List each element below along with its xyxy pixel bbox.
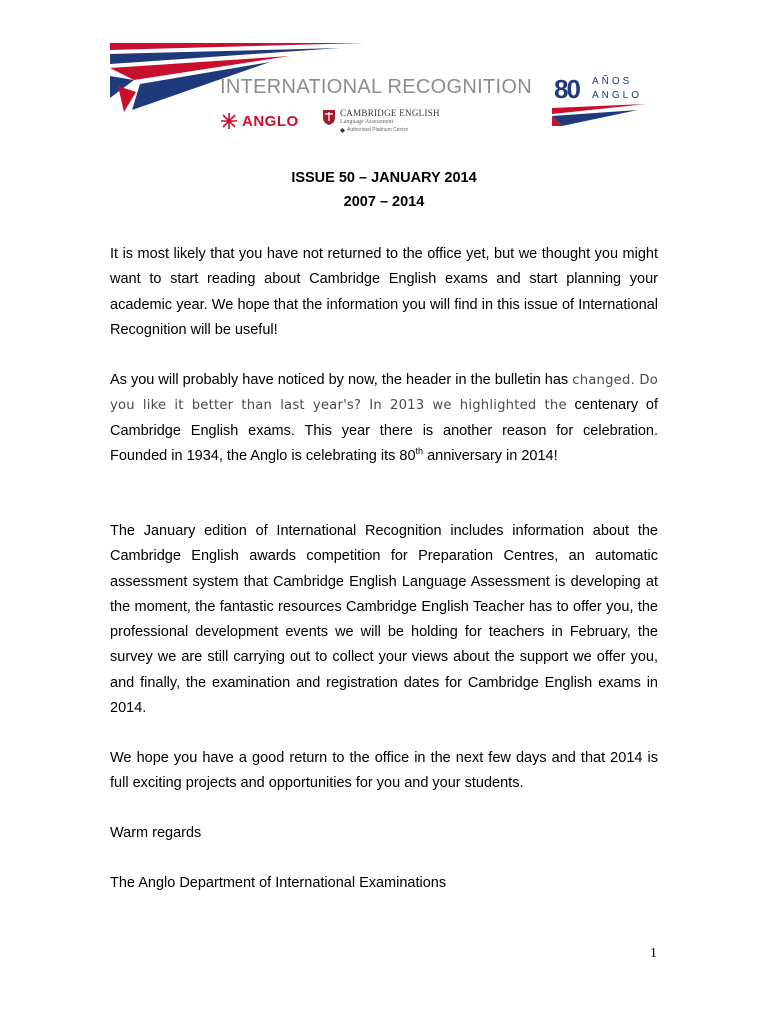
paragraph-header-change-line2: changed. Do you like it better than last year's? In 2013 we highlighted the xyxy=(110,373,658,414)
page-number: 1 xyxy=(650,946,657,961)
paragraph-header-change-end: anniversary in 2014! xyxy=(423,447,558,464)
diamond-icon xyxy=(340,128,345,133)
paragraph-january-edition: The January edition of International Recognition includes information about the Cambridge English awards competition for Preparation Centres, an automatic assessment system that Cambridge English Language Assessment is developing at the moment, the fantastic resources Cambridge English Teacher has to offer you, the professional development events we will be holding for teachers in February, the survey we are still carrying out to collect your views about the support we offer you, and finally, the examination and registration dates for Cambridge English exams in 2014. xyxy=(110,523,658,717)
cambridge-authorised-line xyxy=(340,128,440,133)
badge-word-anos: AÑOS xyxy=(592,76,633,87)
badge-word-anglo: ANGLO xyxy=(592,90,643,101)
bulletin-title: INTERNATIONAL RECOGNITION xyxy=(220,76,532,98)
anglo-emblem-icon xyxy=(220,112,238,130)
cambridge-authorised-text: Authorised Platinum Centre xyxy=(347,127,409,133)
anglo-logo-text: ANGLO xyxy=(242,112,299,130)
cambridge-logo-name: CAMBRIDGE ENGLISH xyxy=(340,108,440,118)
cambridge-english-logo xyxy=(322,109,440,133)
anglo-logo xyxy=(220,112,299,130)
closing-regards: Warm regards xyxy=(110,825,202,841)
paragraph-intro: It is most likely that you have not returned to the office yet, but we thought you might want to start reading about Cambridge English exams and start planning your academic year. We hope that the information you will find in this issue of International Recognition will be useful! xyxy=(110,246,658,338)
cambridge-logo-subtitle: Language Assessment xyxy=(340,119,394,125)
issue-heading: ISSUE 50 – JANUARY 2014 xyxy=(291,170,477,186)
anniversary-badge xyxy=(550,68,650,128)
badge-number: 80 xyxy=(554,74,579,104)
paragraph-header-change xyxy=(110,368,658,469)
paragraph-header-change-line3: centenary of Cambridge English exams. This year there is another reason for celebration. Founded in 1934, the Anglo is celebrating its 80 xyxy=(110,397,658,464)
paragraph-header-change-line1: As you will probably have noticed by now, the header in the bulletin has xyxy=(110,372,569,388)
years-heading: 2007 – 2014 xyxy=(343,194,425,210)
page-header xyxy=(0,0,768,140)
ordinal-superscript: th xyxy=(415,446,424,457)
cambridge-shield-icon xyxy=(322,109,336,126)
signature-department: The Anglo Department of International Examinations xyxy=(110,875,447,891)
paragraph-good-return: We hope you have a good return to the office in the next few days and that 2014 is full exciting projects and opportunities for you and your students. xyxy=(110,750,658,792)
